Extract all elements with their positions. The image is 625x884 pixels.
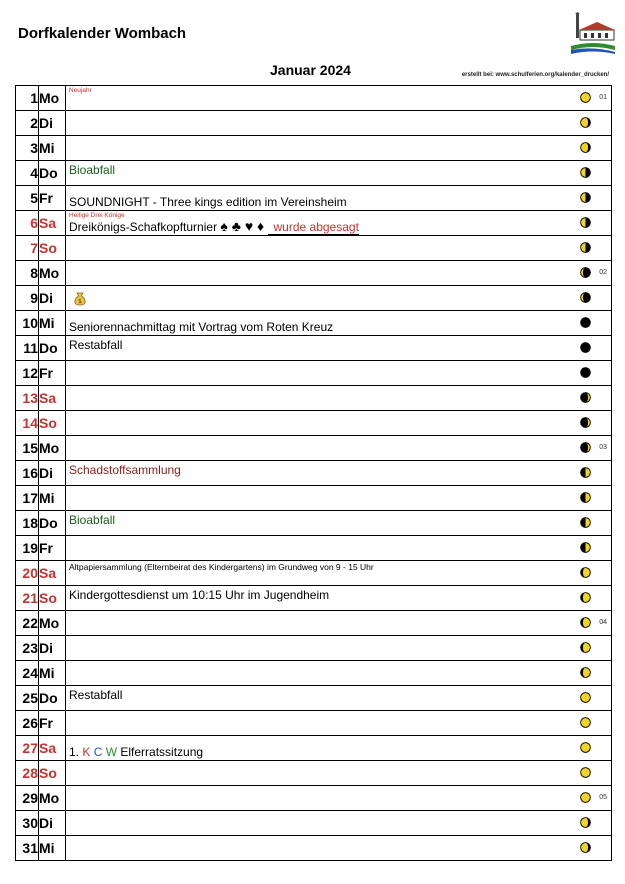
calendar-row bbox=[16, 511, 612, 536]
day-number: 24 bbox=[16, 661, 39, 686]
event-label: Bioabfall bbox=[69, 513, 116, 527]
moon-phase-icon bbox=[580, 367, 591, 378]
day-name: Do bbox=[39, 686, 66, 711]
moon-phase-icon bbox=[580, 717, 591, 728]
day-name: Sa bbox=[39, 736, 66, 761]
event-cell bbox=[66, 786, 612, 811]
calendar-row bbox=[16, 186, 612, 211]
day-number: 27 bbox=[16, 736, 39, 761]
day-number: 13 bbox=[16, 386, 39, 411]
event-label: Seniorennachmittag mit Vortrag vom Roten Kreuz bbox=[69, 320, 334, 334]
moon-phase-icon bbox=[580, 342, 591, 353]
moon-phase-icon bbox=[580, 392, 591, 403]
event-cell bbox=[66, 486, 612, 511]
day-number: 26 bbox=[16, 711, 39, 736]
event-text bbox=[69, 218, 359, 234]
day-name: So bbox=[39, 586, 66, 611]
day-name: Di bbox=[39, 286, 66, 311]
event-cell bbox=[66, 711, 612, 736]
calendar-row bbox=[16, 811, 612, 836]
moon-phase-icon bbox=[580, 542, 591, 553]
calendar-row bbox=[16, 786, 612, 811]
day-name: Mo bbox=[39, 86, 66, 111]
day-number: 14 bbox=[16, 411, 39, 436]
moon-phase-icon bbox=[580, 817, 591, 828]
day-name: Fr bbox=[39, 711, 66, 736]
day-number: 15 bbox=[16, 436, 39, 461]
day-number: 10 bbox=[16, 311, 39, 336]
day-name: Do bbox=[39, 511, 66, 536]
event-text bbox=[69, 688, 122, 702]
calendar-row bbox=[16, 211, 612, 236]
calendar-row bbox=[16, 386, 612, 411]
day-name: Mo bbox=[39, 611, 66, 636]
event-cell bbox=[66, 236, 612, 261]
day-name: So bbox=[39, 236, 66, 261]
calendar-row bbox=[16, 761, 612, 786]
calendar-row bbox=[16, 436, 612, 461]
event-text bbox=[69, 513, 115, 527]
calendar-row bbox=[16, 686, 612, 711]
moon-phase-icon bbox=[580, 217, 591, 228]
event-cell bbox=[66, 361, 612, 386]
day-name: Mo bbox=[39, 436, 66, 461]
calendar-row bbox=[16, 86, 612, 111]
calendar-row bbox=[16, 561, 612, 586]
day-number: 3 bbox=[16, 136, 39, 161]
event-cell bbox=[66, 611, 612, 636]
week-number: 03 bbox=[599, 444, 607, 451]
event-cell bbox=[66, 211, 612, 236]
event-text bbox=[69, 338, 122, 352]
event-text bbox=[69, 320, 333, 334]
event-text bbox=[69, 562, 374, 572]
moon-phase-icon bbox=[580, 567, 591, 578]
week-number: 02 bbox=[599, 269, 607, 276]
event-label: Restabfall bbox=[69, 338, 123, 352]
day-name: Mi bbox=[39, 136, 66, 161]
event-cell bbox=[66, 761, 612, 786]
day-name: Mo bbox=[39, 261, 66, 286]
calendar-row bbox=[16, 461, 612, 486]
calendar-row bbox=[16, 336, 612, 361]
moon-phase-icon bbox=[580, 667, 591, 678]
event-label: Bioabfall bbox=[69, 163, 116, 177]
moon-phase-icon bbox=[580, 642, 591, 653]
calendar-row bbox=[16, 261, 612, 286]
event-cell bbox=[66, 386, 612, 411]
day-number: 4 bbox=[16, 161, 39, 186]
source-note: erstellt bei: www.schulferien.org/kalender_drucken/ bbox=[461, 72, 609, 78]
event-text: 1. K C W Elferratssitzung bbox=[69, 745, 204, 759]
day-number: 31 bbox=[16, 836, 39, 861]
day-number: 7 bbox=[16, 236, 39, 261]
event-text bbox=[69, 588, 329, 602]
day-name: Fr bbox=[39, 186, 66, 211]
moon-phase-icon bbox=[580, 142, 591, 153]
event-text bbox=[69, 163, 115, 177]
holiday-label: Neujahr bbox=[69, 87, 92, 94]
day-name: Mi bbox=[39, 836, 66, 861]
day-name: Di bbox=[39, 811, 66, 836]
day-name: Sa bbox=[39, 386, 66, 411]
calendar-table bbox=[15, 85, 612, 861]
day-number: 12 bbox=[16, 361, 39, 386]
event-cell bbox=[66, 186, 612, 211]
event-cell bbox=[66, 461, 612, 486]
day-number: 29 bbox=[16, 786, 39, 811]
moon-phase-icon bbox=[580, 467, 591, 478]
event-cell bbox=[66, 586, 612, 611]
event-label: Altpapiersammlung (Elternbeirat des Kindergartens) im Grundweg von 9 - 15 Uhr bbox=[69, 562, 374, 572]
moon-phase-icon bbox=[580, 617, 591, 628]
event-cell bbox=[66, 561, 612, 586]
calendar-row bbox=[16, 311, 612, 336]
day-name: Do bbox=[39, 336, 66, 361]
svg-text:$: $ bbox=[78, 298, 82, 305]
holiday-label: Heilige Drei Könige bbox=[69, 212, 125, 219]
moon-phase-icon bbox=[580, 742, 591, 753]
event-cell bbox=[66, 261, 612, 286]
moon-phase-icon bbox=[580, 767, 591, 778]
day-name: Di bbox=[39, 461, 66, 486]
event-cell bbox=[66, 511, 612, 536]
calendar-row bbox=[16, 236, 612, 261]
moon-phase-icon bbox=[580, 792, 591, 803]
day-name: Mi bbox=[39, 311, 66, 336]
day-name: Fr bbox=[39, 361, 66, 386]
day-number: 20 bbox=[16, 561, 39, 586]
day-name: Di bbox=[39, 111, 66, 136]
event-label: SOUNDNIGHT - Three kings edition im Vereinsheim bbox=[69, 195, 347, 209]
calendar-row bbox=[16, 286, 612, 311]
event-label: Restabfall bbox=[69, 688, 123, 702]
calendar-row bbox=[16, 136, 612, 161]
event-cell bbox=[66, 336, 612, 361]
event-cell bbox=[66, 136, 612, 161]
day-number: 6 bbox=[16, 211, 39, 236]
calendar-row bbox=[16, 161, 612, 186]
moon-phase-icon bbox=[580, 292, 591, 303]
week-number: 01 bbox=[599, 94, 607, 101]
event-cell bbox=[66, 536, 612, 561]
day-number: 25 bbox=[16, 686, 39, 711]
event-cell bbox=[66, 111, 612, 136]
event-cell bbox=[66, 311, 612, 336]
moon-phase-icon bbox=[580, 267, 591, 278]
day-name: So bbox=[39, 761, 66, 786]
day-number: 1 bbox=[16, 86, 39, 111]
event-cell bbox=[66, 636, 612, 661]
day-name: Sa bbox=[39, 561, 66, 586]
calendar-row bbox=[16, 111, 612, 136]
day-name: Mi bbox=[39, 486, 66, 511]
day-number: 5 bbox=[16, 186, 39, 211]
calendar-row bbox=[16, 486, 612, 511]
day-number: 19 bbox=[16, 536, 39, 561]
week-number: 04 bbox=[599, 619, 607, 626]
day-number: 18 bbox=[16, 511, 39, 536]
event-label: Schadstoffsammlung bbox=[69, 463, 181, 477]
moon-phase-icon bbox=[580, 92, 591, 103]
day-number: 30 bbox=[16, 811, 39, 836]
day-number: 8 bbox=[16, 261, 39, 286]
day-name: Sa bbox=[39, 211, 66, 236]
moon-phase-icon bbox=[580, 192, 591, 203]
day-number: 21 bbox=[16, 586, 39, 611]
moon-phase-icon bbox=[580, 517, 591, 528]
day-number: 23 bbox=[16, 636, 39, 661]
moon-phase-icon bbox=[580, 417, 591, 428]
day-number: 16 bbox=[16, 461, 39, 486]
day-number: 28 bbox=[16, 761, 39, 786]
month-title: Januar 2024 bbox=[270, 62, 351, 78]
moon-phase-icon bbox=[580, 117, 591, 128]
day-name: Di bbox=[39, 636, 66, 661]
calendar-row bbox=[16, 711, 612, 736]
day-number: 2 bbox=[16, 111, 39, 136]
day-name: Mo bbox=[39, 786, 66, 811]
calendar-row bbox=[16, 411, 612, 436]
event-cell bbox=[66, 161, 612, 186]
event-label: Kindergottesdienst um 10:15 Uhr im Jugendheim bbox=[69, 588, 330, 602]
day-number: 22 bbox=[16, 611, 39, 636]
moon-phase-icon bbox=[580, 442, 591, 453]
day-name: So bbox=[39, 411, 66, 436]
day-number: 11 bbox=[16, 336, 39, 361]
event-text bbox=[69, 463, 181, 477]
moon-phase-icon bbox=[580, 317, 591, 328]
calendar-row bbox=[16, 361, 612, 386]
event-cell bbox=[66, 836, 612, 861]
moon-phase-icon bbox=[580, 592, 591, 603]
event-cell bbox=[66, 411, 612, 436]
card-suits: ♠ ♣ ♥ ♦ bbox=[220, 218, 265, 234]
event-cell bbox=[66, 811, 612, 836]
event-cell bbox=[66, 286, 612, 311]
moon-phase-icon bbox=[580, 492, 591, 503]
village-logo-icon bbox=[569, 12, 617, 56]
day-name: Do bbox=[39, 161, 66, 186]
calendar-row bbox=[16, 586, 612, 611]
event-cell bbox=[66, 736, 612, 761]
money-bag-icon bbox=[72, 290, 88, 306]
week-number: 05 bbox=[599, 794, 607, 801]
event-label: Dreikönigs-Schafkopfturnier bbox=[69, 220, 218, 234]
event-cell bbox=[66, 86, 612, 111]
calendar-row bbox=[16, 536, 612, 561]
calendar-row bbox=[16, 661, 612, 686]
calendar-row bbox=[16, 636, 612, 661]
day-number: 9 bbox=[16, 286, 39, 311]
event-cell bbox=[66, 436, 612, 461]
event-cell bbox=[66, 661, 612, 686]
moon-phase-icon bbox=[580, 842, 591, 853]
moon-phase-icon bbox=[580, 692, 591, 703]
calendar-row bbox=[16, 611, 612, 636]
day-number: 17 bbox=[16, 486, 39, 511]
calendar-row bbox=[16, 736, 612, 761]
calendar-title: Dorfkalender Wombach bbox=[18, 25, 187, 42]
moon-phase-icon bbox=[580, 167, 591, 178]
cancel-note: wurde abgesagt bbox=[268, 220, 359, 235]
day-name: Fr bbox=[39, 536, 66, 561]
day-name: Mi bbox=[39, 661, 66, 686]
moon-phase-icon bbox=[580, 242, 591, 253]
event-text bbox=[69, 195, 347, 209]
calendar-row bbox=[16, 836, 612, 861]
event-cell bbox=[66, 686, 612, 711]
